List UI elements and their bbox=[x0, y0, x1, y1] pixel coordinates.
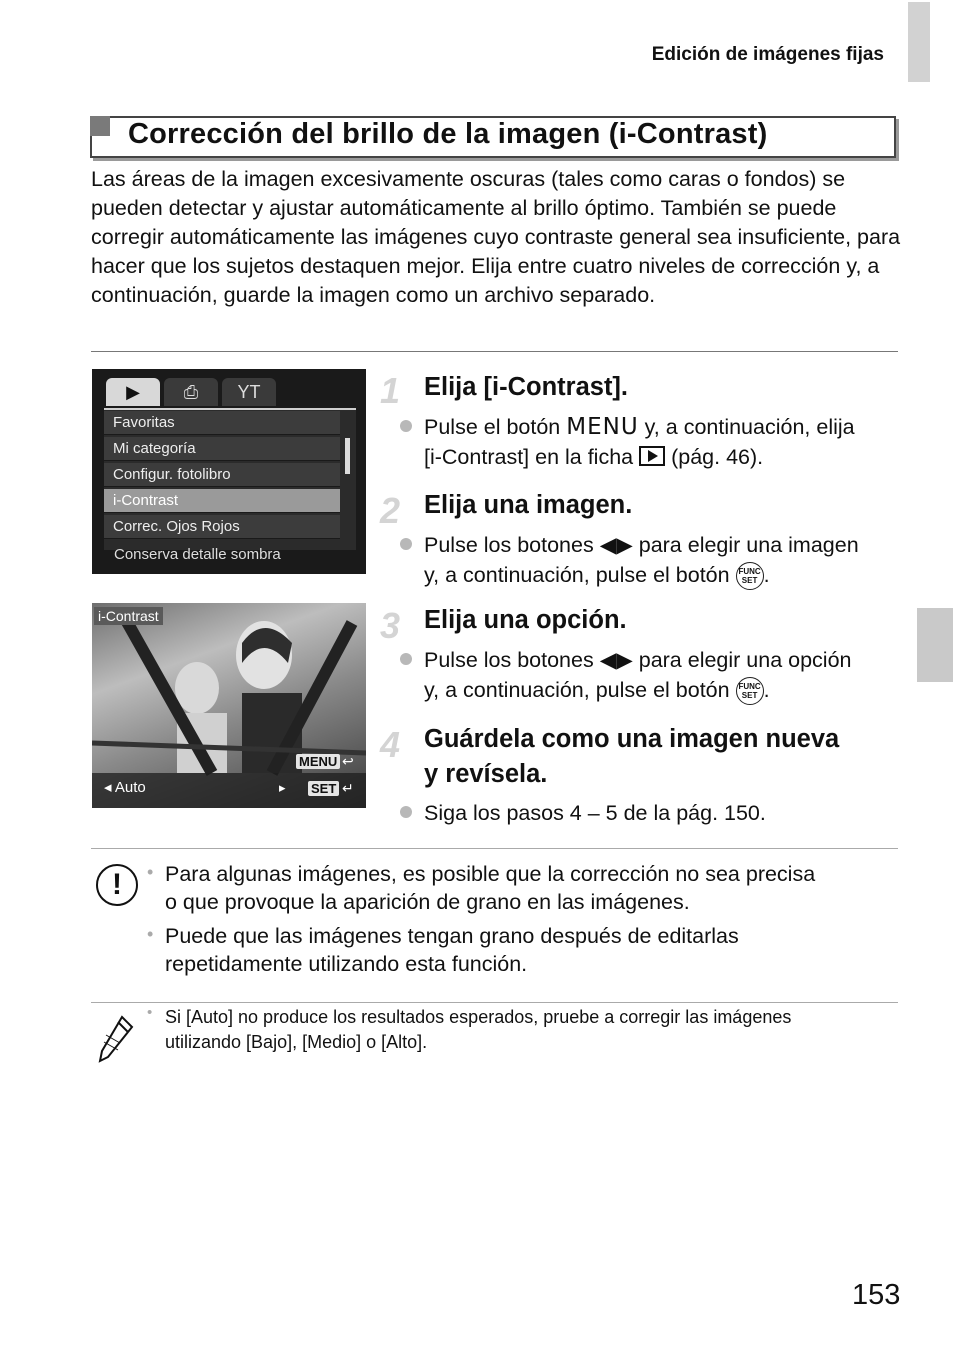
caution-note bbox=[165, 860, 905, 916]
step-text: Pulse los botones ◀▶ para elegir una opción y, a continuación, pulse el botón FUNC SET . bbox=[424, 645, 904, 705]
title-marker-icon bbox=[90, 116, 110, 136]
camera-menu-screen bbox=[92, 369, 366, 574]
step-title-part: Guárdela como una imagen nueva bbox=[424, 725, 840, 753]
func-set-button-icon: FUNC SET bbox=[736, 562, 764, 590]
menu-item-selected: i-Contrast bbox=[104, 489, 340, 513]
menu-button-icon: MENU bbox=[296, 754, 340, 769]
func-set-button-icon: FUNC SET bbox=[736, 677, 764, 705]
bullet-icon: • bbox=[147, 862, 154, 882]
option-text: Auto bbox=[114, 779, 146, 796]
step-text-part: [i-Contrast] en la ficha bbox=[424, 445, 634, 469]
pencil-icon bbox=[98, 1015, 134, 1063]
step-text-part: Pulse los botones ◀▶ para elegir una opción bbox=[424, 648, 852, 672]
note-line: Puede que las imágenes tengan grano después de editarlas bbox=[165, 924, 739, 948]
note-line: Si [Auto] no produce los resultados esperados, pruebe a corregir las imágenes bbox=[165, 1007, 792, 1027]
step-text: Pulse los botones ◀▶ para elegir una imagen y, a continuación, pulse el botón FUNC SET . bbox=[424, 530, 904, 590]
step-text-part: Pulse los botones ◀▶ para elegir una imagen bbox=[424, 533, 859, 557]
divider bbox=[91, 351, 898, 352]
step-title-part: y revísela. bbox=[424, 760, 548, 788]
note-line: repetidamente utilizando esta función. bbox=[165, 952, 528, 976]
menu-item: Favoritas bbox=[104, 411, 340, 435]
option-value: ◂ Auto bbox=[104, 779, 146, 796]
page-title: Corrección del brillo de la imagen (i-Contrast) bbox=[128, 118, 768, 150]
setup-tab: YT bbox=[222, 378, 276, 406]
playback-tab-icon bbox=[639, 446, 665, 466]
menu-tabs bbox=[106, 378, 352, 408]
bullet-icon bbox=[400, 806, 412, 818]
intro-paragraph: Las áreas de la imagen excesivamente oscuras (tales como caras o fondos) se pueden detectar y ajustar automáticamente al brillo óptimo. También se puede corregir automáticamente las imágenes cuyo contraste general sea insuficiente, para hacer que los sujetos destaquen mejor. Elija entre cuatro niveles de corrección y, a continuación, guarde la imagen como un archivo separado. bbox=[91, 167, 901, 307]
set-button-icon: SET bbox=[308, 781, 339, 796]
confirm-icon: ↵ bbox=[342, 780, 354, 796]
menu-hint: Conserva detalle sombra bbox=[114, 546, 281, 563]
menu-list bbox=[104, 408, 356, 550]
step-number: 3 bbox=[380, 605, 401, 646]
step-text bbox=[424, 412, 904, 472]
tip-note bbox=[165, 1005, 905, 1055]
bullet-icon: • bbox=[147, 1004, 153, 1021]
right-arrow-icon: ▸ bbox=[279, 780, 286, 795]
note-line: Para algunas imágenes, es posible que la corrección no sea precisa bbox=[165, 862, 816, 886]
note-line: utilizando [Bajo], [Medio] o [Alto]. bbox=[165, 1032, 428, 1052]
menu-item: Mi categoría bbox=[104, 437, 340, 461]
bullet-icon bbox=[400, 653, 412, 665]
step-text-part: y, a continuación, elija bbox=[644, 415, 855, 439]
step-title: Elija una imagen. bbox=[424, 491, 633, 519]
bullet-icon bbox=[400, 420, 412, 432]
playback-tab: ▶ bbox=[106, 378, 160, 406]
menu-item: Configur. fotolibro bbox=[104, 463, 340, 487]
step-title: Elija [i-Contrast]. bbox=[424, 373, 629, 401]
step-text-part: (pág. 46). bbox=[671, 445, 764, 469]
camera-photo-screen bbox=[92, 603, 366, 808]
caution-note bbox=[165, 922, 905, 978]
page-number: 153 bbox=[852, 1279, 901, 1311]
divider bbox=[91, 848, 898, 849]
step-text: Siga los pasos 4 – 5 de la pág. 150. bbox=[424, 801, 766, 825]
bullet-icon: • bbox=[147, 924, 154, 944]
step-title bbox=[424, 722, 839, 792]
caution-icon: ! bbox=[96, 864, 138, 906]
section-header: Edición de imágenes fijas bbox=[651, 44, 884, 65]
mode-label: i-Contrast bbox=[94, 607, 163, 625]
step-number: 4 bbox=[380, 724, 401, 765]
step-text-part: Pulse el botón bbox=[424, 415, 561, 439]
divider bbox=[91, 1002, 898, 1003]
step-text-part: y, a continuación, pulse el botón bbox=[424, 678, 730, 702]
step-text-part: y, a continuación, pulse el botón bbox=[424, 563, 730, 587]
step-number: 2 bbox=[380, 490, 401, 531]
scrollbar bbox=[345, 438, 350, 474]
menu-item: Correc. Ojos Rojos bbox=[104, 515, 340, 539]
chapter-tab-marker bbox=[917, 608, 953, 682]
note-line: o que provoque la aparición de grano en las imágenes. bbox=[165, 890, 690, 914]
return-icon: ↩ bbox=[342, 753, 354, 769]
step-title: Elija una opción. bbox=[424, 606, 627, 634]
step-number: 1 bbox=[380, 370, 401, 411]
menu-button-icon: MENU bbox=[566, 414, 639, 440]
bullet-icon bbox=[400, 538, 412, 550]
chapter-tab-top bbox=[908, 2, 930, 82]
print-tab: ⎙ bbox=[164, 378, 218, 406]
